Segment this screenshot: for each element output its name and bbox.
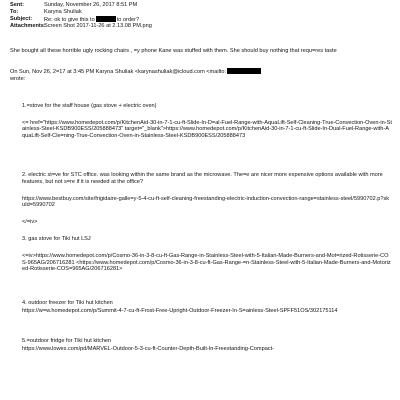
item3-title: 3. gas stove for Tiki hut LSJ	[22, 236, 91, 242]
item3-link[interactable]: <=iv>https://www.homedepot.com/p/Cosmo-36-in-3-8-cu-ft-Gas-Range-in-Stainless-Steel-with-5-Italian-Made-Burners-and-Mot=rized-Rotisserie-COS-965AG/206716281 <https://www.homedepot.com/p/Cosmo-36-in-3-8-cu-ft-Gas-Range-=n-Stainless-Steel-with-5-Italian-Made-Burners-and-Motorized-Rotisserie-COS=965AG/206716281>	[22, 252, 391, 273]
sent-label: Sent:	[10, 2, 24, 8]
redaction-bar	[227, 68, 261, 74]
to-row	[10, 9, 392, 16]
item5-title: 5.=outdoor fridge for Tiki hut kitchen	[22, 337, 112, 344]
reply-text: She bought all these horrible ugly rocking chairs , =y phone Kane was stuffed with them. She should buy nothing that requ=res taste	[10, 48, 337, 55]
subject-text-before: Re: ok to give this to	[44, 16, 95, 23]
subject-value	[44, 16, 392, 24]
quote-intro-end: wrote:	[10, 75, 26, 82]
quote-intro	[10, 68, 392, 76]
subject-label: Subject:	[10, 15, 33, 22]
sent-value: Sunday, November 26, 2017 8:51 PM	[44, 2, 138, 8]
redaction-bar	[96, 16, 116, 22]
subject-text-after: to order?	[116, 16, 140, 23]
item1-link[interactable]: <= href="https://www.homedepot.com/p/KitchenAid-30-in-7-1-cu-ft-Slide-In-D=al-Fuel-Range-with-AquaLift-Self-Cleaning-True-Convection-Oven-in-Stainless-Steel-KSDB900ESS/205888473" target="_blank">https://www.homedepot.com/p/KitchenAid-30-in-7-1-cu-ft-Slide-In-Dual-Fuel-Range-with-AquaLift-Self-Cle=ning-True-Convection-Oven-in-Stainless-Steel-KSDB900ESS/205888473	[22, 119, 392, 140]
to-label: To:	[10, 8, 19, 15]
item5-link[interactable]: https://www.lowes.com/pd/MARVEL-Outdoor-5-3-cu-ft-Counter-Depth-Built-In-Freestanding-Compact-	[22, 345, 275, 352]
to-value: Karyna Shuliak	[44, 8, 82, 15]
item2-link[interactable]: https://www.bestbuy.com/site/frigidaire-galle=y-5-4-cu-ft-self-cleaning-freestanding-electric-induction-convection-range=stainless-steel/5990702.p?skuId=5990702	[22, 195, 390, 209]
attachments-value[interactable]: Screen Shot 2017-11-26 at 2.13.08 PM.png	[44, 23, 152, 30]
item4-link[interactable]: https://w=w.homedepot.com/p/Summit-4-7-cu-ft-Frost-Free-Upright-Outdoor-Freezer-In-S=ainless-Steel-SPFF51OS/302175114	[22, 308, 338, 315]
subject-row	[10, 16, 392, 24]
div-close-tag: </=iv>	[22, 219, 38, 226]
email-header	[10, 0, 392, 30]
sent-row	[10, 2, 392, 9]
item2-title: 2. electric st=ve for STC office. was looking within the same brand as the microwave. The=e are nicer more expensive options available with more features, but not s=re if it is needed at the office?	[22, 171, 383, 185]
quoted-message	[10, 103, 392, 353]
item4-title: 4. outdoor freezer for Tiki hut kitchen	[22, 300, 113, 307]
attachments-row	[10, 23, 392, 30]
item1-title: 1.=stove for the staff house (gas stove + electric oven)	[22, 102, 157, 109]
attachments-label: Attachments:	[10, 23, 46, 30]
quote-intro-text: On Sun, Nov 26, 2=17 at 3:45 PM Karyna Shuliak <karynashuliak@icloud.com <mailto:	[10, 69, 227, 76]
